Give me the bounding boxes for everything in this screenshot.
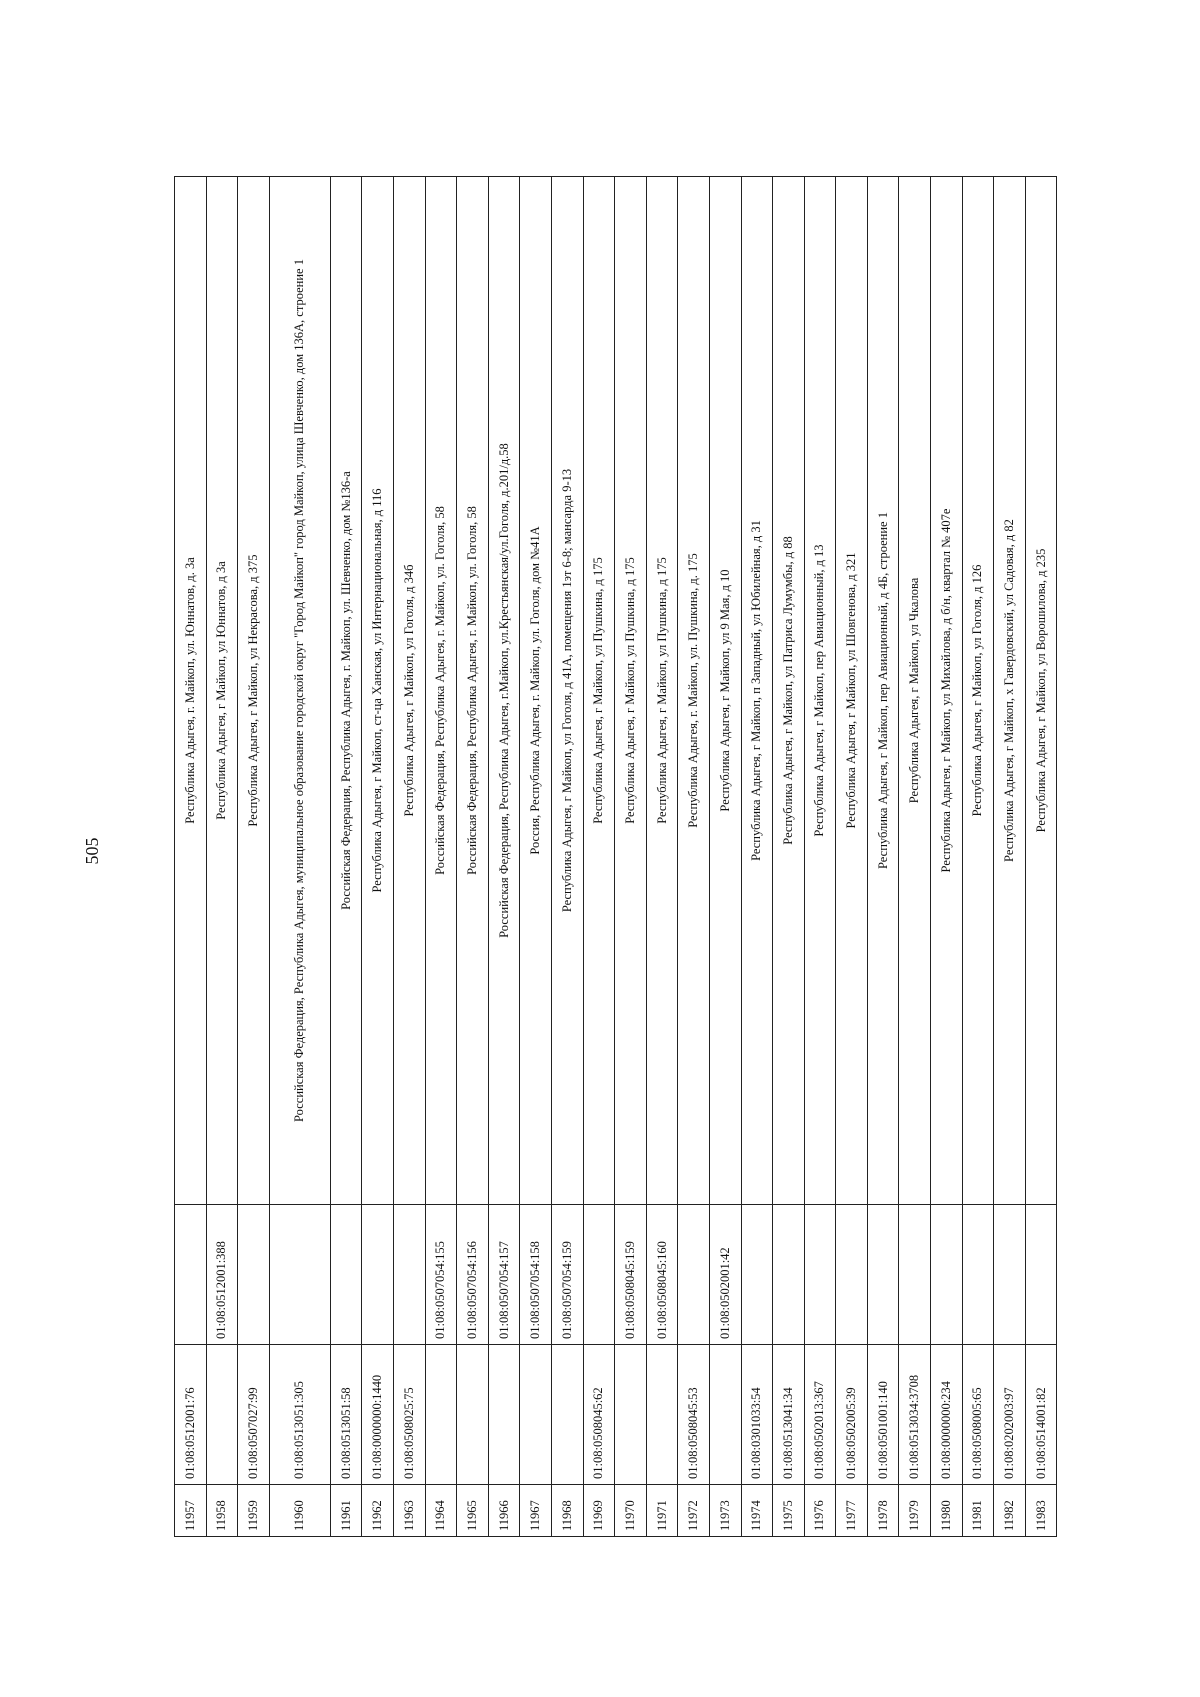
parent-cadastral-number-cell <box>836 1205 868 1345</box>
address-cell: Российская Федерация, Республика Адыгея, г. Майкоп, ул. Шевченко, дом №136-а <box>330 177 362 1205</box>
table-row <box>994 177 1026 1537</box>
row-number-cell: 11969 <box>583 1485 615 1537</box>
table-row <box>867 177 899 1537</box>
row-number-cell: 11973 <box>709 1485 741 1537</box>
cadastral-number-cell <box>646 1345 678 1485</box>
cadastral-number-cell <box>457 1345 489 1485</box>
parent-cadastral-number-cell: 01:08:0508045:159 <box>615 1205 647 1345</box>
row-number-cell: 11979 <box>899 1485 931 1537</box>
row-number-cell: 11975 <box>773 1485 805 1537</box>
table-row <box>741 177 773 1537</box>
table-row <box>488 177 520 1537</box>
parent-cadastral-number-cell <box>678 1205 710 1345</box>
row-number-cell: 11960 <box>269 1485 330 1537</box>
parent-cadastral-number-cell <box>899 1205 931 1345</box>
address-cell: Республика Адыгея, г Майкоп, ул Патриса Лумумбы, д 88 <box>773 177 805 1205</box>
address-cell: Республика Адыгея, г. Майкоп, ул. Юннатов, д. 3а <box>175 177 207 1205</box>
address-cell: Республика Адыгея, г Майкоп, ул Гоголя, д 41А, помещения 1эт 6-8; мансарда 9-13 <box>551 177 583 1205</box>
row-number-cell: 11967 <box>520 1485 552 1537</box>
parent-cadastral-number-cell <box>393 1205 425 1345</box>
parent-cadastral-number-cell: 01:08:0502001:42 <box>709 1205 741 1345</box>
address-cell: Республика Адыгея, г Майкоп, ст-ца Ханская, ул Интернациональная, д 116 <box>362 177 394 1205</box>
table-row <box>393 177 425 1537</box>
address-cell: Республика Адыгея, г Майкоп, ул Некрасова, д 375 <box>238 177 270 1205</box>
address-cell: Республика Адыгея, г Майкоп, ул Гоголя, д 34б <box>393 177 425 1205</box>
parent-cadastral-number-cell: 01:08:0507054:156 <box>457 1205 489 1345</box>
cadastral-number-cell <box>206 1345 238 1485</box>
cadastral-number-cell: 01:08:0514001:82 <box>1025 1345 1057 1485</box>
cadastral-number-cell: 01:08:0501001:140 <box>867 1345 899 1485</box>
parent-cadastral-number-cell <box>269 1205 330 1345</box>
row-number-cell: 11970 <box>615 1485 647 1537</box>
table-row <box>615 177 647 1537</box>
row-number-cell: 11959 <box>238 1485 270 1537</box>
row-number-cell: 11963 <box>393 1485 425 1537</box>
row-number-cell: 11957 <box>175 1485 207 1537</box>
cadastral-number-cell <box>551 1345 583 1485</box>
address-cell: Республика Адыгея, г Майкоп, ул Пушкина, д 175 <box>646 177 678 1205</box>
table-row <box>425 177 457 1537</box>
row-number-cell: 11978 <box>867 1485 899 1537</box>
table-row <box>551 177 583 1537</box>
cadastral-number-cell: 01:08:0513051:305 <box>269 1345 330 1485</box>
address-cell: Российская Федерация, Республика Адыгея, г. Майкоп, ул. Гоголя, 58 <box>425 177 457 1205</box>
cadastral-number-cell: 01:08:0202003:97 <box>994 1345 1026 1485</box>
table-row <box>269 177 330 1537</box>
cadastral-number-cell: 01:08:0301033:54 <box>741 1345 773 1485</box>
row-number-cell: 11974 <box>741 1485 773 1537</box>
table-row <box>836 177 868 1537</box>
address-cell: Республика Адыгея, г Майкоп, п Западный, ул Юбилейная, д 31 <box>741 177 773 1205</box>
table-body <box>175 177 1057 1537</box>
cadastral-number-cell <box>520 1345 552 1485</box>
cadastral-number-cell: 01:08:0508045:62 <box>583 1345 615 1485</box>
cadastral-number-cell: 01:08:0508005:65 <box>962 1345 994 1485</box>
parent-cadastral-number-cell <box>931 1205 963 1345</box>
row-number-cell: 11982 <box>994 1485 1026 1537</box>
row-number-cell: 11972 <box>678 1485 710 1537</box>
cadastral-number-cell: 01:08:0512001:76 <box>175 1345 207 1485</box>
parent-cadastral-number-cell: 01:08:0512001:388 <box>206 1205 238 1345</box>
parent-cadastral-number-cell <box>330 1205 362 1345</box>
table-row <box>583 177 615 1537</box>
parent-cadastral-number-cell <box>238 1205 270 1345</box>
parent-cadastral-number-cell <box>175 1205 207 1345</box>
row-number-cell: 11966 <box>488 1485 520 1537</box>
parent-cadastral-number-cell: 01:08:0507054:157 <box>488 1205 520 1345</box>
row-number-cell: 11961 <box>330 1485 362 1537</box>
address-cell: Республика Адыгея, г Майкоп, ул Чкалова <box>899 177 931 1205</box>
parent-cadastral-number-cell <box>583 1205 615 1345</box>
table-row <box>362 177 394 1537</box>
table-row <box>330 177 362 1537</box>
table-row <box>931 177 963 1537</box>
table-row <box>175 177 207 1537</box>
table-row <box>962 177 994 1537</box>
cadastral-number-cell: 01:08:0507027:99 <box>238 1345 270 1485</box>
cadastral-number-cell: 01:08:0000000:1440 <box>362 1345 394 1485</box>
parent-cadastral-number-cell <box>362 1205 394 1345</box>
table-row <box>646 177 678 1537</box>
cadastral-number-cell <box>425 1345 457 1485</box>
table-row <box>899 177 931 1537</box>
address-cell: Республика Адыгея, г Майкоп, ул Ворошилова, д 235 <box>1025 177 1057 1205</box>
row-number-cell: 11958 <box>206 1485 238 1537</box>
address-cell: Российская Федерация, Республика Адыгея, муниципальное образование городской округ "Город Майкоп" город Майкоп, улица Шевченко, дом 136А, строение 1 <box>269 177 330 1205</box>
cadastral-number-cell: 01:08:0502005:39 <box>836 1345 868 1485</box>
property-table <box>174 176 1057 1537</box>
row-number-cell: 11964 <box>425 1485 457 1537</box>
row-number-cell: 11981 <box>962 1485 994 1537</box>
parent-cadastral-number-cell <box>773 1205 805 1345</box>
address-cell: Республика Адыгея, г Майкоп, ул Михайлова, д б/н, квартал № 407е <box>931 177 963 1205</box>
page-number: 505 <box>82 837 102 865</box>
parent-cadastral-number-cell: 01:08:0507054:155 <box>425 1205 457 1345</box>
address-cell: Республика Адыгея, г Майкоп, пер Авиационный, д 4Б, строение 1 <box>867 177 899 1205</box>
cadastral-number-cell <box>709 1345 741 1485</box>
cadastral-number-cell <box>488 1345 520 1485</box>
parent-cadastral-number-cell <box>1025 1205 1057 1345</box>
address-cell: Российская Федерация, Республика Адыгея, г. Майкоп, ул. Гоголя, 58 <box>457 177 489 1205</box>
row-number-cell: 11980 <box>931 1485 963 1537</box>
parent-cadastral-number-cell <box>994 1205 1026 1345</box>
row-number-cell: 11965 <box>457 1485 489 1537</box>
row-number-cell: 11977 <box>836 1485 868 1537</box>
parent-cadastral-number-cell: 01:08:0508045:160 <box>646 1205 678 1345</box>
cadastral-number-cell <box>615 1345 647 1485</box>
parent-cadastral-number-cell: 01:08:0507054:159 <box>551 1205 583 1345</box>
row-number-cell: 11962 <box>362 1485 394 1537</box>
cadastral-number-cell: 01:08:0513041:34 <box>773 1345 805 1485</box>
parent-cadastral-number-cell <box>741 1205 773 1345</box>
address-cell: Республика Адыгея, г Майкоп, ул Пушкина, д 175 <box>583 177 615 1205</box>
table-row <box>206 177 238 1537</box>
cadastral-number-cell: 01:08:0502013:367 <box>804 1345 836 1485</box>
address-cell: Республика Адыгея, г Майкоп, ул Шовгенова, д 321 <box>836 177 868 1205</box>
cadastral-number-cell: 01:08:0513051:58 <box>330 1345 362 1485</box>
address-cell: Республика Адыгея, г Майкоп, ул 9 Мая, д 10 <box>709 177 741 1205</box>
table-row <box>520 177 552 1537</box>
address-cell: Республика Адыгея, г. Майкоп, ул. Пушкина, д. 175 <box>678 177 710 1205</box>
address-cell: Республика Адыгея, г Майкоп, х Гавердовский, ул Садовая, д 82 <box>994 177 1026 1205</box>
parent-cadastral-number-cell: 01:08:0507054:158 <box>520 1205 552 1345</box>
cadastral-number-cell: 01:08:0513034:3708 <box>899 1345 931 1485</box>
address-cell: Российская Федерация, Республика Адыгея, г.Майкоп, ул.Крестьянская/ул.Гоголя, д.201/д.58 <box>488 177 520 1205</box>
table-row <box>804 177 836 1537</box>
address-cell: Россия, Республика Адыгея, г. Майкоп, ул. Гоголя, дом №41А <box>520 177 552 1205</box>
row-number-cell: 11968 <box>551 1485 583 1537</box>
parent-cadastral-number-cell <box>962 1205 994 1345</box>
table-row <box>1025 177 1057 1537</box>
cadastral-number-cell: 01:08:0508025:75 <box>393 1345 425 1485</box>
parent-cadastral-number-cell <box>804 1205 836 1345</box>
cadastral-number-cell: 01:08:0000000:234 <box>931 1345 963 1485</box>
table-row <box>709 177 741 1537</box>
row-number-cell: 11976 <box>804 1485 836 1537</box>
table-row <box>678 177 710 1537</box>
table-row <box>457 177 489 1537</box>
row-number-cell: 11971 <box>646 1485 678 1537</box>
address-cell: Республика Адыгея, г Майкоп, ул Пушкина, д 175 <box>615 177 647 1205</box>
parent-cadastral-number-cell <box>867 1205 899 1345</box>
address-cell: Республика Адыгея, г Майкоп, ул Гоголя, д 126 <box>962 177 994 1205</box>
address-cell: Республика Адыгея, г Майкоп, ул Юннатов, д 3а <box>206 177 238 1205</box>
row-number-cell: 11983 <box>1025 1485 1057 1537</box>
cadastral-number-cell: 01:08:0508045:53 <box>678 1345 710 1485</box>
address-cell: Республика Адыгея, г Майкоп, пер Авиационный, д 13 <box>804 177 836 1205</box>
table-row <box>238 177 270 1537</box>
table-row <box>773 177 805 1537</box>
rotated-table-container <box>174 177 1096 1537</box>
